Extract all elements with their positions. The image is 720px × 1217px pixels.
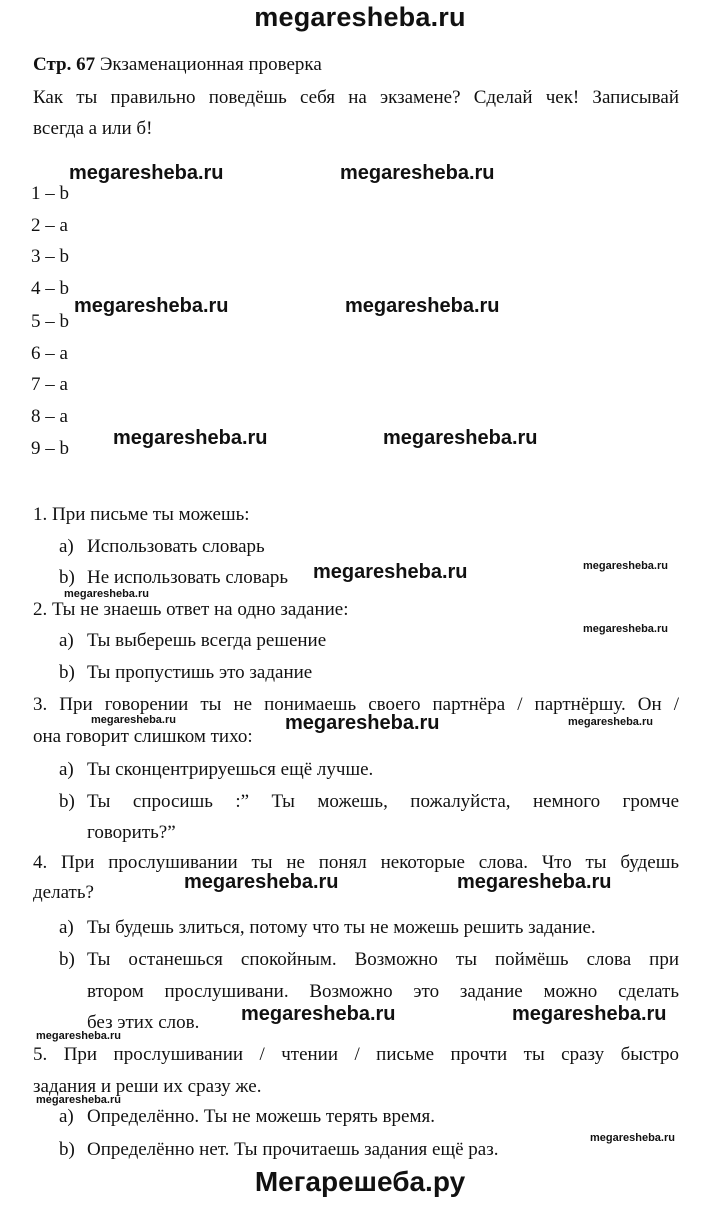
option-text: Определённо. Ты не можешь терять время. — [87, 1106, 435, 1127]
option-marker: b) — [59, 1139, 75, 1160]
intro-line-2: всегда а или б! — [33, 118, 153, 139]
q5-option-a — [59, 1107, 435, 1126]
watermark: megaresheba.ru — [74, 295, 229, 317]
q5-option-b — [59, 1140, 498, 1159]
q3-option-b-line-1: Ты спросишь :” Ты можешь, пожалуйста, немного громче — [87, 791, 679, 812]
site-footer: Мегарешеба.ру — [254, 1166, 466, 1197]
question-4-line-1: 4. При прослушивании ты не понял некоторые слова. Что ты будешь — [33, 852, 679, 873]
watermark: megaresheba.ru — [457, 871, 612, 893]
q3-option-b-line-2: говорить?” — [87, 822, 176, 843]
question-1: 1. При письме ты можешь: — [33, 504, 250, 525]
question-3-line-2: она говорит слишком тихо: — [33, 726, 253, 747]
watermark: megaresheba.ru — [512, 1003, 667, 1025]
q3-option-a — [59, 760, 373, 779]
answer-item: 7 – a — [31, 374, 68, 395]
watermark: megaresheba.ru — [345, 295, 500, 317]
option-text: Определённо нет. Ты прочитаешь задания ещё раз. — [87, 1139, 499, 1160]
watermark-small: megaresheba.ru — [91, 714, 176, 726]
intro-line-1: Как ты правильно поведёшь себя на экзамене? Сделай чек! Записывай — [33, 87, 679, 108]
option-marker: a) — [59, 1106, 74, 1127]
q1-option-a — [59, 537, 265, 556]
answer-item: 1 – b — [31, 183, 69, 204]
answer-item: 9 – b — [31, 438, 69, 459]
page-title — [33, 55, 322, 74]
question-3-line-1: 3. При говорении ты не понимаешь своего партнёра / партнёршу. Он / — [33, 694, 679, 715]
option-text: Ты выберешь всегда решение — [87, 630, 327, 651]
watermark-small: megaresheba.ru — [568, 716, 653, 728]
watermark-small: megaresheba.ru — [590, 1132, 675, 1144]
option-marker: b) — [59, 791, 75, 812]
watermark: megaresheba.ru — [340, 162, 495, 184]
answer-item: 8 – a — [31, 406, 68, 427]
site-header: megaresheba.ru — [254, 2, 466, 32]
answer-item: 3 – b — [31, 246, 69, 267]
option-marker: a) — [59, 630, 74, 651]
watermark: megaresheba.ru — [383, 427, 538, 449]
option-text: Ты сконцентрируешься ещё лучше. — [87, 759, 374, 780]
watermark-small: megaresheba.ru — [583, 623, 668, 635]
page-number: Стр. 67 — [33, 54, 96, 75]
q4-option-b-line-3: без этих слов. — [87, 1012, 200, 1033]
watermark: megaresheba.ru — [113, 427, 268, 449]
option-marker: a) — [59, 536, 74, 557]
watermark: megaresheba.ru — [241, 1003, 396, 1025]
question-4-line-2: делать? — [33, 882, 94, 903]
option-marker: b) — [59, 662, 75, 683]
watermark: megaresheba.ru — [184, 871, 339, 893]
watermark-small: megaresheba.ru — [64, 588, 149, 600]
option-text: Не использовать словарь — [87, 567, 289, 588]
watermark-small: megaresheba.ru — [36, 1094, 121, 1106]
answer-item: 6 – a — [31, 343, 68, 364]
answer-item: 5 – b — [31, 311, 69, 332]
question-5-line-1: 5. При прослушивании / чтении / письме прочти ты сразу быстро — [33, 1044, 679, 1065]
q1-option-b — [59, 568, 288, 587]
q4-option-b-line-2: втором прослушивани. Возможно это задание можно сделать — [87, 981, 679, 1002]
q4-option-b-line-1: Ты останешься спокойным. Возможно ты поймёшь слова при — [87, 949, 679, 970]
q2-option-b — [59, 663, 312, 682]
watermark-small: megaresheba.ru — [583, 560, 668, 572]
option-marker: b) — [59, 949, 75, 970]
watermark-small: megaresheba.ru — [36, 1030, 121, 1042]
section-heading: Экзаменационная проверка — [99, 54, 322, 75]
option-text: Ты пропустишь это задание — [87, 662, 313, 683]
option-marker: b) — [59, 567, 75, 588]
question-2: 2. Ты не знаешь ответ на одно задание: — [33, 599, 349, 620]
watermark: megaresheba.ru — [285, 712, 440, 734]
option-text: Ты будешь злиться, потому что ты не можешь решить задание. — [87, 917, 596, 938]
question-5-line-2: задания и реши их сразу же. — [33, 1076, 262, 1097]
q4-option-a — [59, 918, 596, 937]
answer-item: 2 – a — [31, 215, 68, 236]
q2-option-a — [59, 631, 326, 650]
option-marker: a) — [59, 917, 74, 938]
watermark: megaresheba.ru — [69, 162, 224, 184]
watermark: megaresheba.ru — [313, 561, 468, 583]
answer-item: 4 – b — [31, 278, 69, 299]
option-marker: a) — [59, 759, 74, 780]
option-text: Использовать словарь — [87, 536, 265, 557]
